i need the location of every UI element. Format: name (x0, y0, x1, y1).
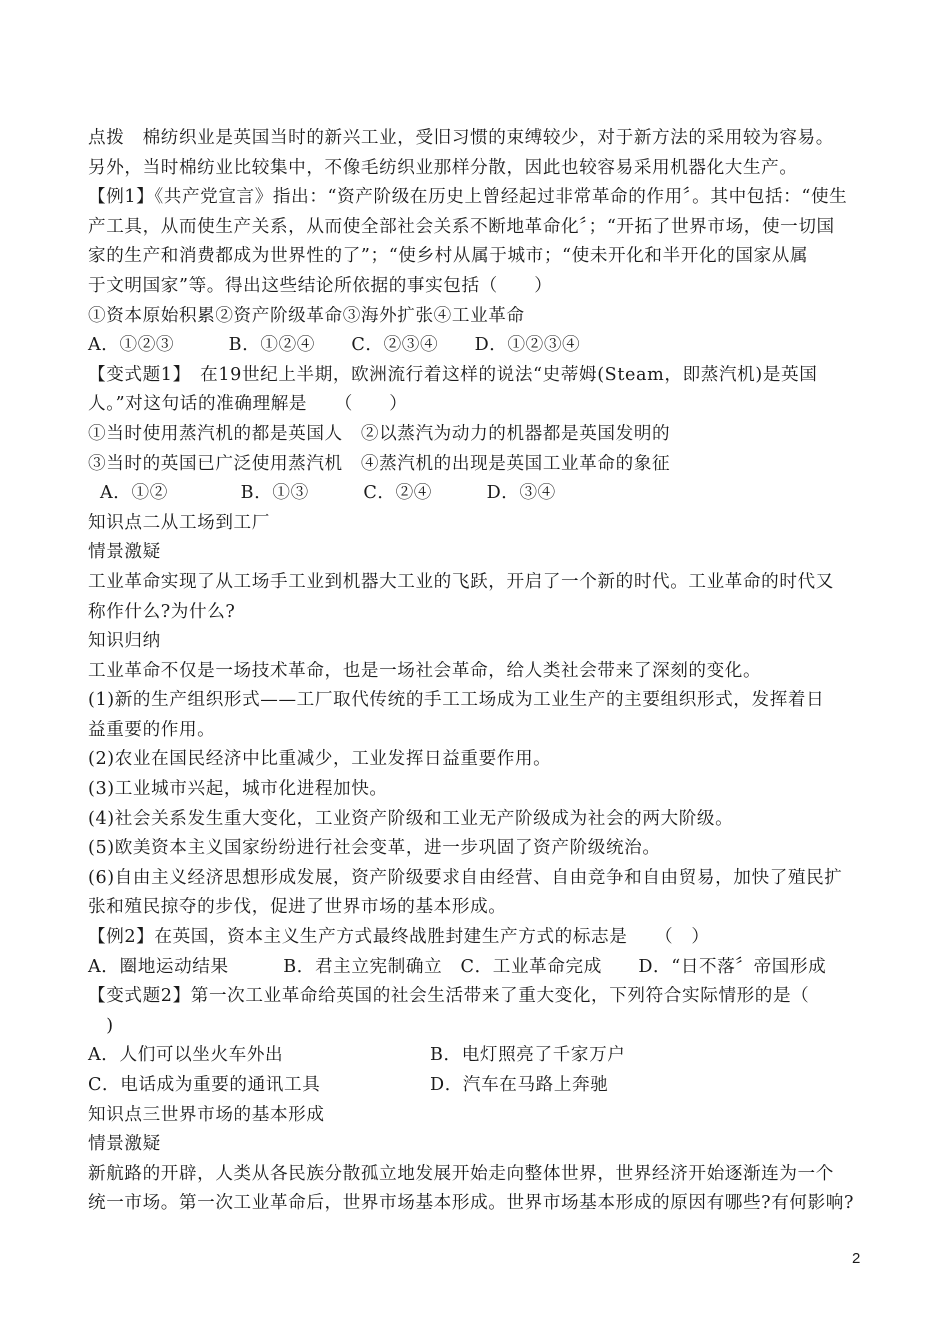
answer-options-row (88, 1071, 878, 1101)
text-line: 称作什么?为什么? (88, 601, 236, 622)
text-line: 统一市场。第一次工业革命后，世界市场基本形成。世界市场基本形成的原因有哪些?有何影响? (88, 1193, 855, 1214)
text-line: 于文明国家”等。得出这些结论所依据的事实包括（ ） (88, 275, 553, 296)
text-line: (3)工业城市兴起，城市化进程加快。 (88, 779, 388, 800)
answer-options-row (88, 1041, 878, 1071)
text-line: 人。”对这句话的准确理解是 （ ） (88, 394, 408, 415)
answer-options: A．①② B．①③ C．②④ D．③④ (100, 483, 556, 504)
text-line: 产工具，从而使生产关系，从而使全部社会关系不断地革命化〞；“开拓了世界市场，使一切国 (88, 216, 835, 237)
text-line: ) (88, 1015, 114, 1036)
option-a: A．人们可以坐火车外出 (88, 1045, 284, 1066)
subheading: 知识归纳 (88, 631, 161, 652)
text-line: 益重要的作用。 (88, 719, 216, 740)
text-line: 【变式题1】 在19世纪上半期，欧洲流行着这样的说法“史蒂姆(Steam，即蒸汽机)是英国 (88, 364, 818, 385)
text-line: 另外，当时棉纺业比较集中，不像毛纺织业那样分散，因此也较容易采用机器化大生产。 (88, 157, 798, 178)
text-line: (4)社会关系发生重大变化，工业资产阶级和工业无产阶级成为社会的两大阶级。 (88, 808, 734, 829)
text-line: ①资本原始积累②资产阶级革命③海外扩张④工业革命 (88, 305, 525, 326)
text-line: 工业革命不仅是一场技术革命，也是一场社会革命，给人类社会带来了深刻的变化。 (88, 660, 762, 681)
text-line: 工业革命实现了从工场手工业到机器大工业的飞跃，开启了一个新的时代。工业革命的时代又 (88, 571, 834, 592)
text-line: 点拨 棉纺织业是英国当时的新兴工业，受旧习惯的束缚较少，对于新方法的采用较为容易。 (88, 128, 834, 148)
text-line: 新航路的开辟，人类从各民族分散孤立地发展开始走向整体世界，世界经济开始逐渐连为一个 (88, 1163, 834, 1184)
subheading: 情景激疑 (88, 542, 161, 563)
text-line: ③当时的英国已广泛使用蒸汽机 ④蒸汽机的出现是英国工业革命的象征 (88, 453, 671, 474)
text-line: 家的生产和消费都成为世界性的了”；“使乡村从属于城市；“使未开化和半开化的国家从属 (88, 246, 809, 267)
subheading: 情景激疑 (88, 1134, 161, 1155)
option-d: D．汽车在马路上奔驰 (430, 1075, 609, 1095)
answer-options: A．①②③ B．①②④ C．②③④ D．①②③④ (88, 335, 581, 356)
option-b: B．电灯照亮了千家万户 (430, 1045, 626, 1066)
section-heading: 知识点二从工场到工厂 (88, 512, 270, 533)
text-line: 【例2】在英国，资本主义生产方式最终战胜封建生产方式的标志是 （ ） (88, 927, 710, 948)
text-line: (2)农业在国民经济中比重减少，工业发挥日益重要作用。 (88, 749, 552, 770)
text-line: 【例1】《共产党宣言》指出：“资产阶级在历史上曾经起过非常革命的作用〞。其中包括：“使生 (88, 187, 848, 208)
text-line: 【变式题2】第一次工业革命给英国的社会生活带来了重大变化，下列符合实际情形的是（ (88, 986, 810, 1007)
text-line: ①当时使用蒸汽机的都是英国人 ②以蒸汽为动力的机器都是英国发明的 (88, 423, 671, 444)
option-c: C．电话成为重要的通讯工具 (88, 1075, 321, 1095)
text-line: 张和殖民掠夺的步伐，促进了世界市场的基本形成。 (88, 897, 507, 918)
page-body (88, 124, 878, 1219)
text-line: (5)欧美资本主义国家纷纷进行社会变革，进一步巩固了资产阶级统治。 (88, 838, 661, 859)
answer-options: A．圈地运动结果 B．君主立宪制确立 C．工业革命完成 D．“日不落〞帝国形成 (88, 956, 827, 977)
text-line: (6)自由主义经济思想形成发展，资产阶级要求自由经营、自由竞争和自由贸易，加快了殖民扩 (88, 867, 843, 888)
page-number: 2 (852, 1250, 861, 1267)
section-heading: 知识点三世界市场的基本形成 (88, 1104, 325, 1125)
text-line: (1)新的生产组织形式——工厂取代传统的手工工场成为工业生产的主要组织形式，发挥着日 (88, 690, 825, 711)
